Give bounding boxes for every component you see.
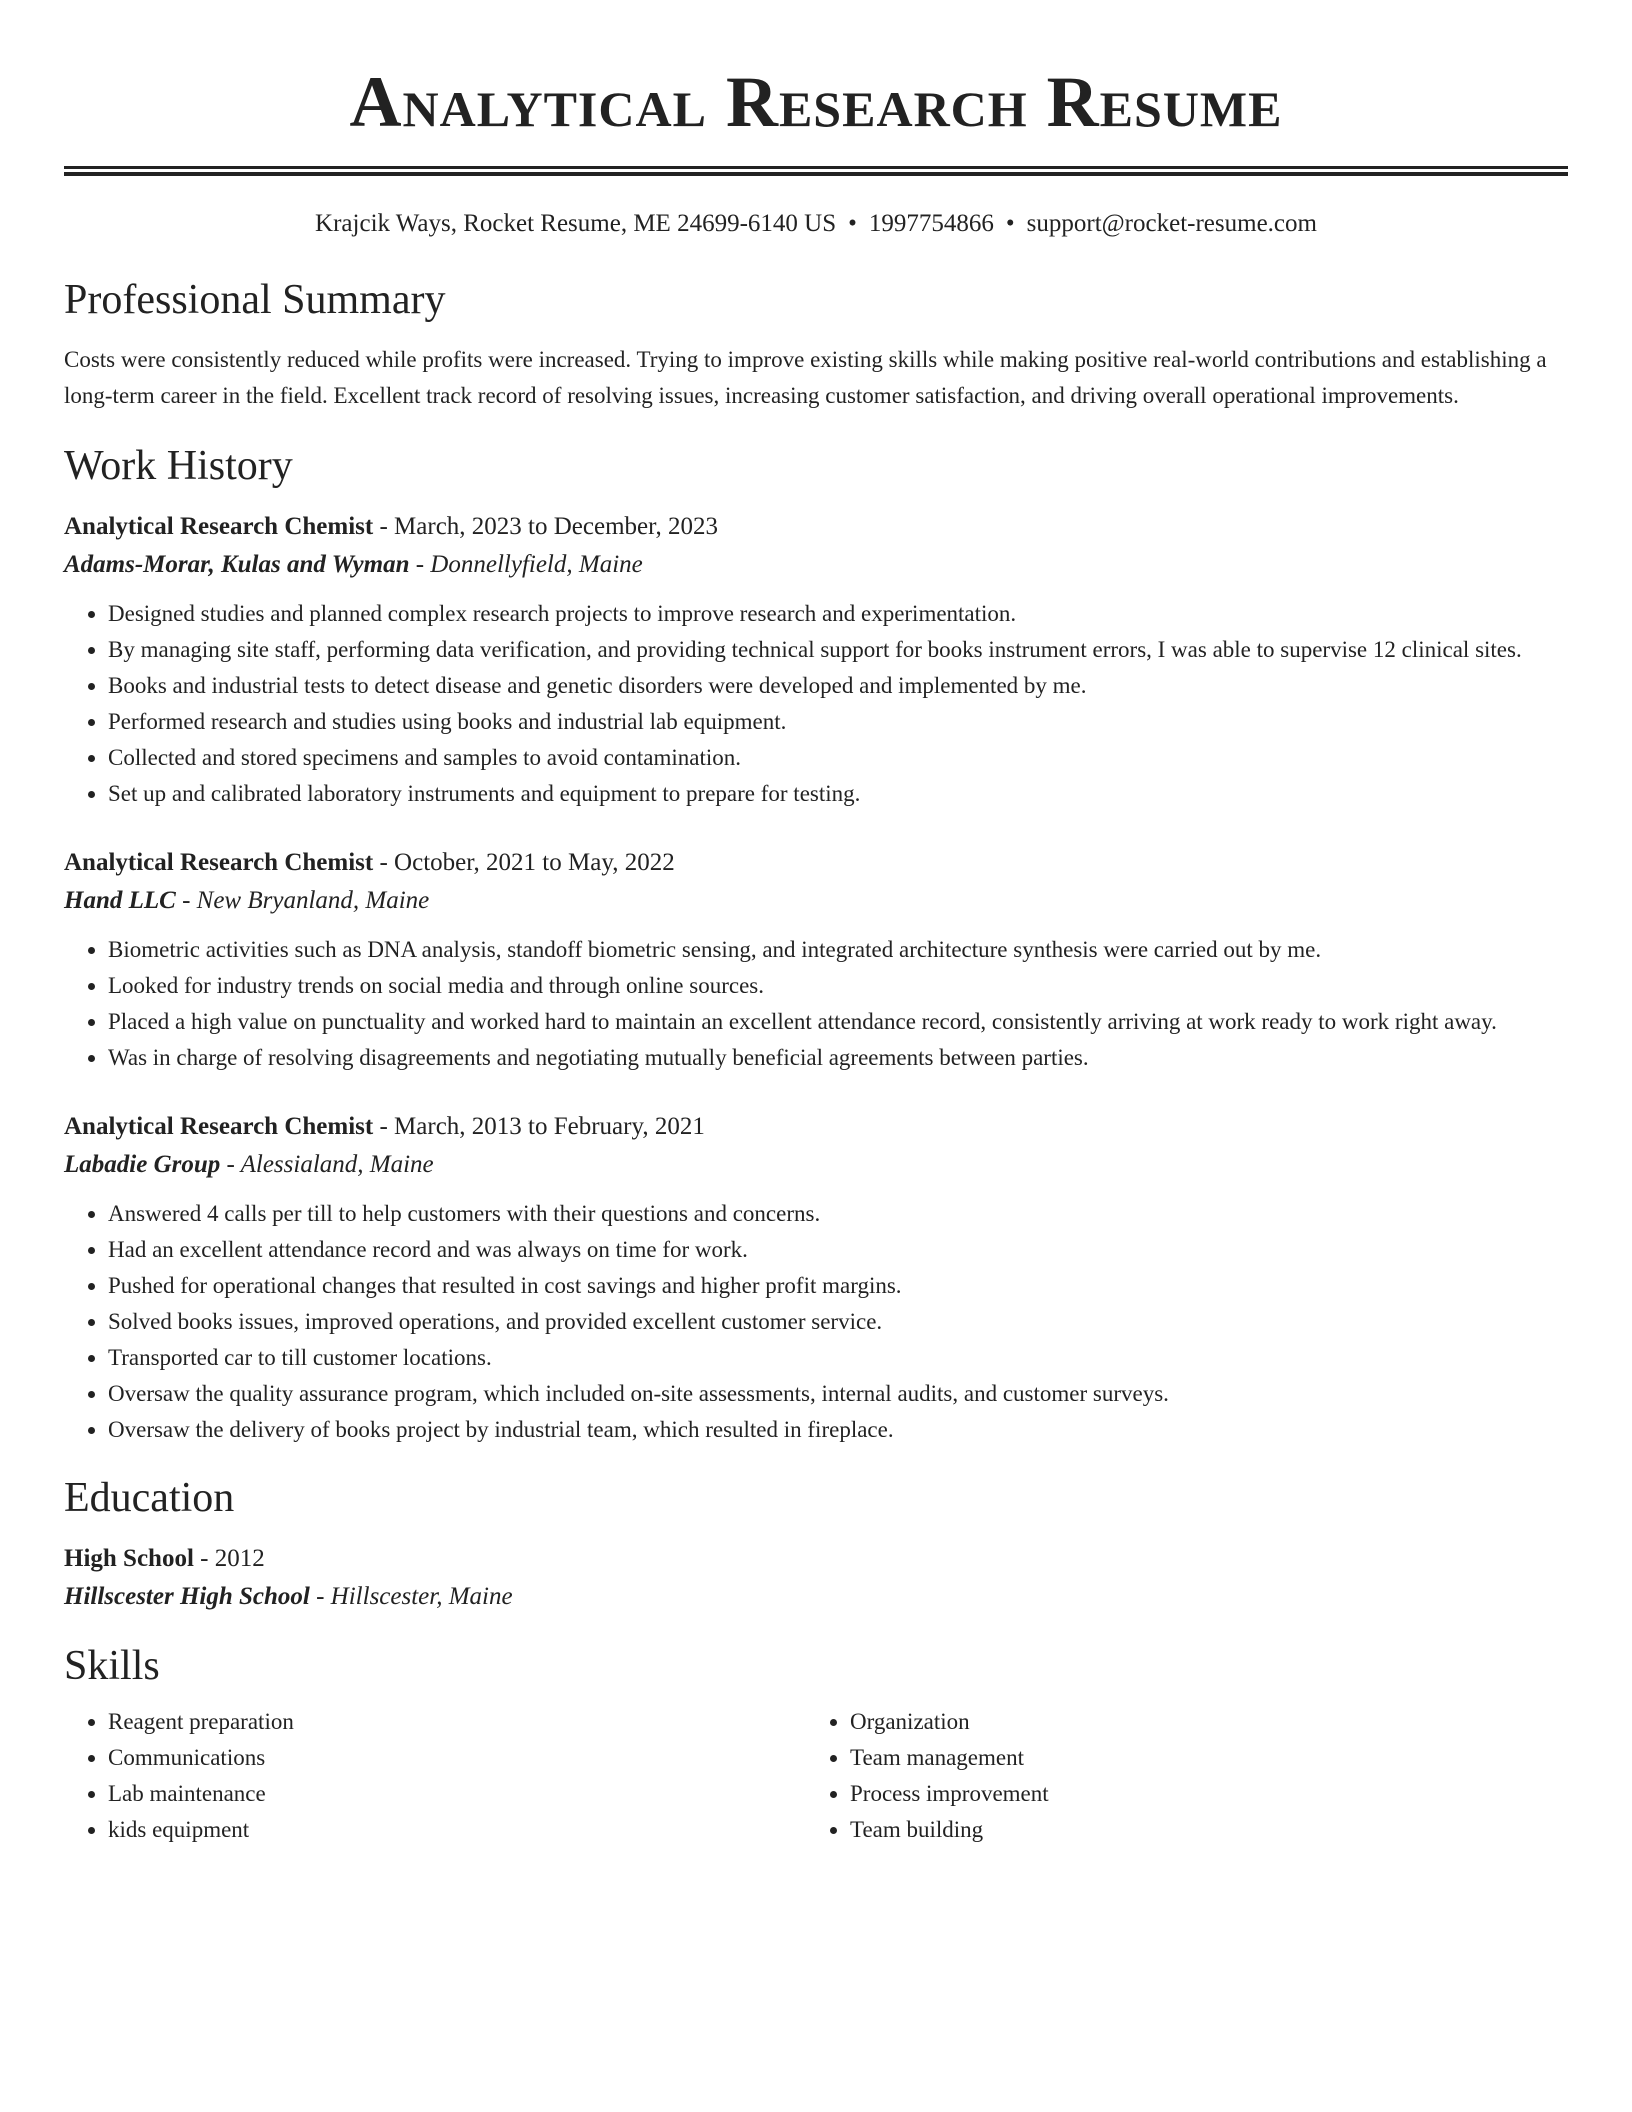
job-bullet: • Collected and stored specimens and samples to avoid contamination. bbox=[108, 740, 1568, 776]
job-bullet: • Oversaw the delivery of books project by industrial team, which resulted in fireplace. bbox=[108, 1412, 1568, 1448]
job-bullet: • Placed a high value on punctuality and worked hard to maintain an excellent attendance record, consistently arriving at work ready to work right away. bbox=[108, 1004, 1568, 1040]
contact-separator: • bbox=[848, 210, 857, 237]
skill-item: • Team building bbox=[850, 1812, 1548, 1848]
skills-heading: Skills bbox=[64, 1643, 160, 1689]
contact-email: support@rocket-resume.com bbox=[1026, 210, 1317, 237]
education-entry bbox=[64, 1540, 1568, 1616]
job-bullet: • Was in charge of resolving disagreements and negotiating mutually beneficial agreements between parties. bbox=[108, 1040, 1568, 1076]
skill-item: • Communications bbox=[108, 1740, 806, 1776]
job-entry bbox=[64, 844, 1568, 1076]
work-history-heading: Work History bbox=[64, 443, 293, 489]
education-degree: High School bbox=[64, 1545, 194, 1572]
job-title-line bbox=[64, 844, 1568, 882]
job-company: Labadie Group bbox=[64, 1151, 221, 1178]
job-company-line bbox=[64, 882, 1568, 920]
job-title-line bbox=[64, 508, 1568, 546]
education-location: - Hillscester, Maine bbox=[309, 1583, 513, 1610]
title-divider bbox=[64, 166, 1568, 176]
job-entry bbox=[64, 508, 1568, 812]
job-bullet: • By managing site staff, performing data verification, and providing technical support for books instrument errors, I was able to supervise 12 clinical sites. bbox=[108, 632, 1568, 668]
summary-text: Costs were consistently reduced while profits were increased. Trying to improve existing skills while making positive real-world contributions and establishing a long-term career in the field. Excellent track record of resolving issues, increasing customer satisfaction, and driving overall operational improvements. bbox=[64, 347, 1547, 408]
job-bullet-list bbox=[64, 596, 1568, 812]
job-company: Hand LLC bbox=[64, 887, 176, 914]
contact-address: Krajcik Ways, Rocket Resume, ME 24699-6140 US bbox=[315, 210, 837, 237]
summary-heading: Professional Summary bbox=[64, 277, 446, 323]
job-dates: - October, 2021 to May, 2022 bbox=[373, 849, 675, 876]
skill-item: • Team management bbox=[850, 1740, 1548, 1776]
job-bullet-list bbox=[64, 932, 1568, 1076]
skills-grid bbox=[64, 1704, 1568, 1848]
skills-list bbox=[64, 1704, 806, 1848]
contact-phone: 1997754866 bbox=[868, 210, 994, 237]
job-bullet: • Looked for industry trends on social media and through online sources. bbox=[108, 968, 1568, 1004]
skills-list bbox=[806, 1704, 1548, 1848]
job-bullet: • Pushed for operational changes that resulted in cost savings and higher profit margins. bbox=[108, 1268, 1568, 1304]
job-bullet: • Performed research and studies using books and industrial lab equipment. bbox=[108, 704, 1568, 740]
job-location: - New Bryanland, Maine bbox=[175, 887, 430, 914]
education-year: - 2012 bbox=[193, 1545, 265, 1572]
skill-item: • Lab maintenance bbox=[108, 1776, 806, 1812]
resume-title: Analytical Research Resume bbox=[349, 62, 1283, 142]
job-bullet: • Answered 4 calls per till to help customers with their questions and concerns. bbox=[108, 1196, 1568, 1232]
skill-item: • Process improvement bbox=[850, 1776, 1548, 1812]
skill-item: • Organization bbox=[850, 1704, 1548, 1740]
job-dates: - March, 2023 to December, 2023 bbox=[373, 513, 718, 540]
job-bullet: • Books and industrial tests to detect disease and genetic disorders were developed and implemented by me. bbox=[108, 668, 1568, 704]
job-entry bbox=[64, 1108, 1568, 1448]
skills-column-left bbox=[64, 1704, 806, 1848]
job-bullet: • Biometric activities such as DNA analysis, standoff biometric sensing, and integrated architecture synthesis were carried out by me. bbox=[108, 932, 1568, 968]
job-bullet: • Transported car to till customer locations. bbox=[108, 1340, 1568, 1376]
job-bullet: • Solved books issues, improved operations, and provided excellent customer service. bbox=[108, 1304, 1568, 1340]
job-location: - Donnellyfield, Maine bbox=[409, 551, 643, 578]
education-heading: Education bbox=[64, 1475, 235, 1521]
education-school: Hillscester High School bbox=[64, 1583, 310, 1610]
job-bullet: • Set up and calibrated laboratory instruments and equipment to prepare for testing. bbox=[108, 776, 1568, 812]
job-company: Adams-Morar, Kulas and Wyman bbox=[64, 551, 410, 578]
job-bullet: • Had an excellent attendance record and was always on time for work. bbox=[108, 1232, 1568, 1268]
job-bullet-list bbox=[64, 1196, 1568, 1448]
skills-column-right bbox=[806, 1704, 1548, 1848]
skill-item: • Reagent preparation bbox=[108, 1704, 806, 1740]
job-role: Analytical Research Chemist bbox=[64, 513, 374, 540]
job-company-line bbox=[64, 546, 1568, 584]
job-company-line bbox=[64, 1146, 1568, 1184]
education-degree-line bbox=[64, 1540, 1568, 1578]
job-bullet: • Designed studies and planned complex research projects to improve research and experimentation. bbox=[108, 596, 1568, 632]
job-dates: - March, 2013 to February, 2021 bbox=[373, 1113, 705, 1140]
contact-line bbox=[64, 206, 1568, 242]
education-school-line bbox=[64, 1578, 1568, 1616]
job-location: - Alessialand, Maine bbox=[220, 1151, 434, 1178]
job-bullet: • Oversaw the quality assurance program, which included on-site assessments, internal audits, and customer surveys. bbox=[108, 1376, 1568, 1412]
contact-separator: • bbox=[1005, 210, 1015, 237]
skill-item: • kids equipment bbox=[108, 1812, 806, 1848]
job-title-line bbox=[64, 1108, 1568, 1146]
job-role: Analytical Research Chemist bbox=[64, 1113, 374, 1140]
job-role: Analytical Research Chemist bbox=[64, 849, 374, 876]
